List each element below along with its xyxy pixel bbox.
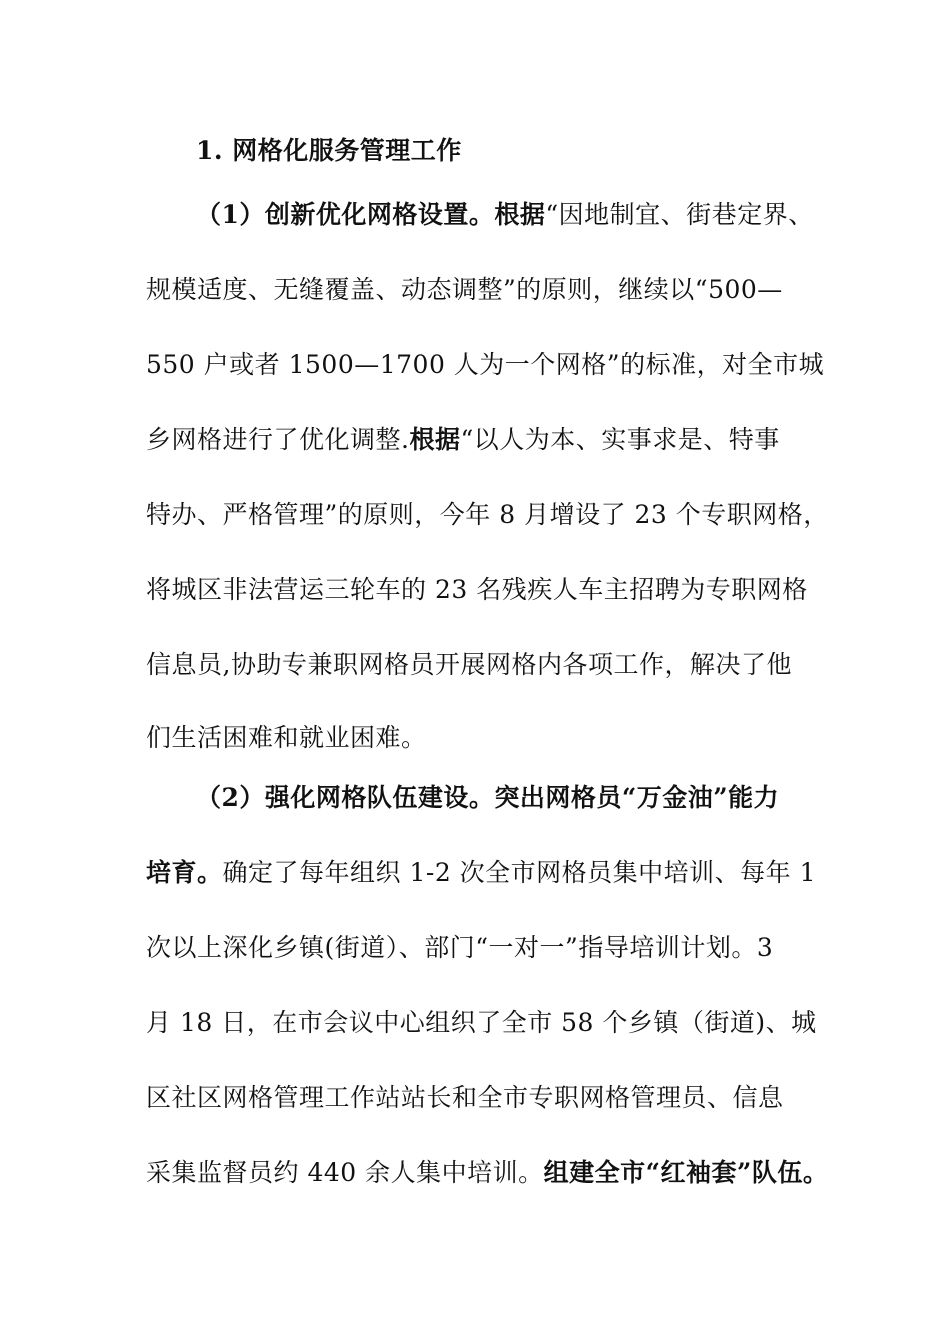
paragraph-line <box>146 274 836 306</box>
text-run: （1）创新优化网格设置。根据 <box>196 200 546 229</box>
paragraph-line <box>146 722 836 754</box>
text-run: 组建全市“红袖套”队伍。 <box>543 1158 829 1187</box>
paragraph-line <box>196 199 886 231</box>
text-run: 特办、严格管理”的原则，今年 8 月增设了 23 个专职网格， <box>146 500 829 529</box>
paragraph-line <box>146 1007 836 1039</box>
text-run: 月 18 日，在市会议中心组织了全市 58 个乡镇（街道)、城 <box>146 1008 817 1037</box>
text-run: 根据 <box>409 425 461 454</box>
paragraph-line <box>146 349 836 381</box>
paragraph-line <box>146 932 836 964</box>
paragraph-line <box>146 649 836 681</box>
paragraph-line <box>146 574 836 606</box>
text-run: 乡网格进行了优化调整. <box>146 425 410 454</box>
paragraph-line <box>146 1082 836 1114</box>
paragraph-line <box>146 1157 836 1189</box>
text-run: 们生活困难和就业困难。 <box>146 723 427 752</box>
paragraph-line <box>146 499 836 531</box>
text-run: 550 户或者 1500—1700 人为一个网格”的标准，对全市城 <box>146 350 825 379</box>
text-run: “因地制宜、街巷定界、 <box>545 200 814 229</box>
text-run: （2）强化网格队伍建设。突出网格员“万金油”能力 <box>196 783 780 812</box>
paragraph-line <box>146 424 836 456</box>
text-run: 培育。 <box>146 858 223 887</box>
paragraph-line <box>196 782 886 814</box>
text-run: 区社区网格管理工作站站长和全市专职网格管理员、信息 <box>146 1083 784 1112</box>
paragraph-line <box>146 857 836 889</box>
text-run: 确定了每年组织 1-2 次全市网格员集中培训、每年 1 <box>222 858 817 887</box>
text-run: “以人为本、实事求是、特事 <box>460 425 780 454</box>
text-run: 信息员,协助专兼职网格员开展网格内各项工作，解决了他 <box>146 650 792 679</box>
text-run: 次以上深化乡镇(街道）、部门“一对一”指导培训计划。3 <box>146 933 774 962</box>
text-run: 将城区非法营运三轮车的 23 名残疾人车主招聘为专职网格 <box>146 575 808 604</box>
section-heading: 1. 网格化服务管理工作 <box>196 136 462 165</box>
text-run: 规模适度、无缝覆盖、动态调整”的原则，继续以“500— <box>146 275 783 304</box>
text-run: 采集监督员约 440 余人集中培训。 <box>146 1158 544 1187</box>
